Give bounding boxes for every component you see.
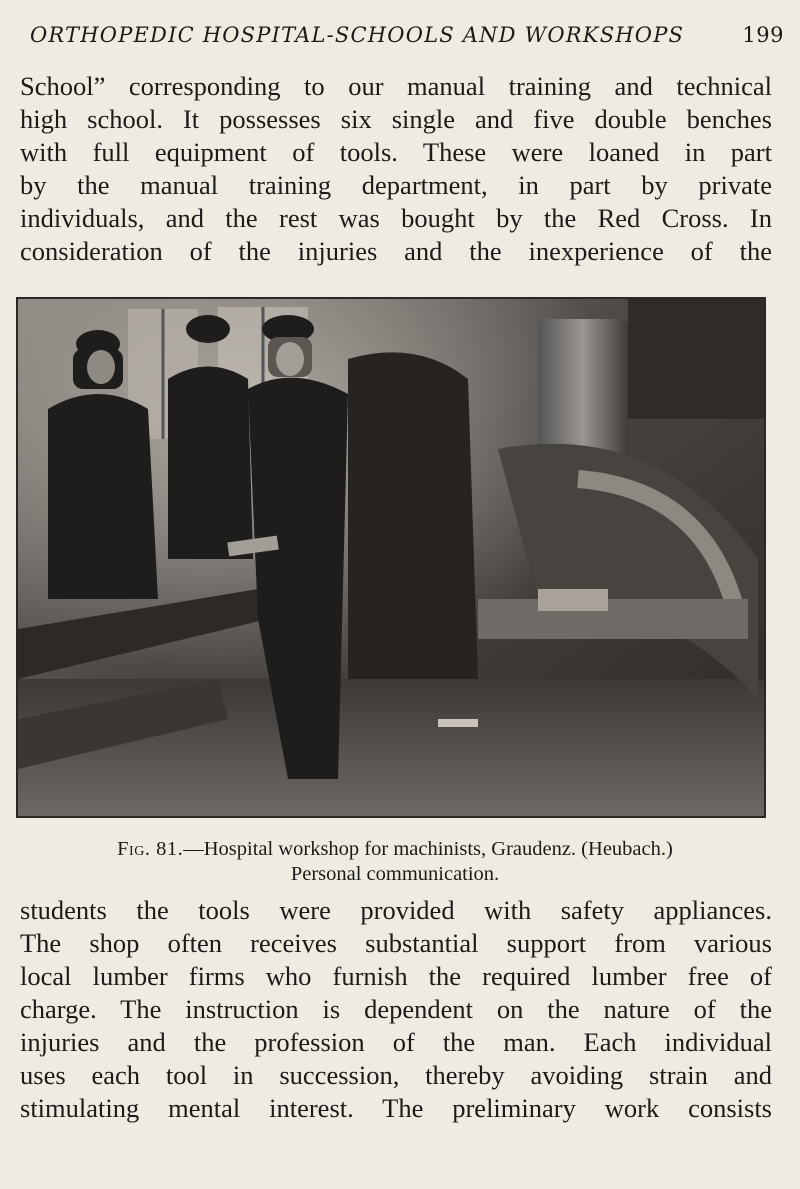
- text-line: consideration of the injuries and the inexperience of the: [20, 236, 772, 266]
- page-number: 199: [742, 23, 784, 47]
- text-line: stimulating mental interest. The preliminary work consists: [20, 1093, 772, 1123]
- running-head: [30, 20, 784, 50]
- text-line: School” corresponding to our manual training and technical: [20, 71, 772, 101]
- text-line: uses each tool in succession, thereby avoiding strain and: [20, 1060, 772, 1090]
- body-text-bottom: [20, 894, 772, 1125]
- text-line: injuries and the profession of the man. Each individual: [20, 1027, 772, 1057]
- workshop-photograph: [16, 297, 766, 818]
- figure-label: Fig. 81.: [117, 838, 184, 860]
- caption-line-2: Personal communication.: [290, 863, 500, 885]
- text-line: with full equipment of tools. These were loaned in part: [20, 137, 772, 167]
- text-line: individuals, and the rest was bought by the Red Cross. In: [20, 203, 772, 233]
- text-line: local lumber firms who furnish the required lumber free of: [20, 961, 772, 991]
- text-line: charge. The instruction is dependent on the nature of the: [20, 994, 772, 1024]
- caption-text: —Hospital workshop for machinists, Graudenz. (Heubach.): [183, 838, 673, 860]
- running-title: ORTHOPEDIC HOSPITAL-SCHOOLS AND WORKSHOPS: [30, 23, 685, 47]
- caption-line-1: [20, 837, 770, 862]
- text-line: by the manual training department, in part by private: [20, 170, 772, 200]
- text-line: high school. It possesses six single and five double benches: [20, 104, 772, 134]
- figure-caption: [20, 837, 770, 887]
- photo-illustration: [18, 299, 764, 816]
- text-line: The shop often receives substantial support from various: [20, 928, 772, 958]
- body-text-top: [20, 70, 772, 268]
- text-line: students the tools were provided with safety appliances.: [20, 895, 772, 925]
